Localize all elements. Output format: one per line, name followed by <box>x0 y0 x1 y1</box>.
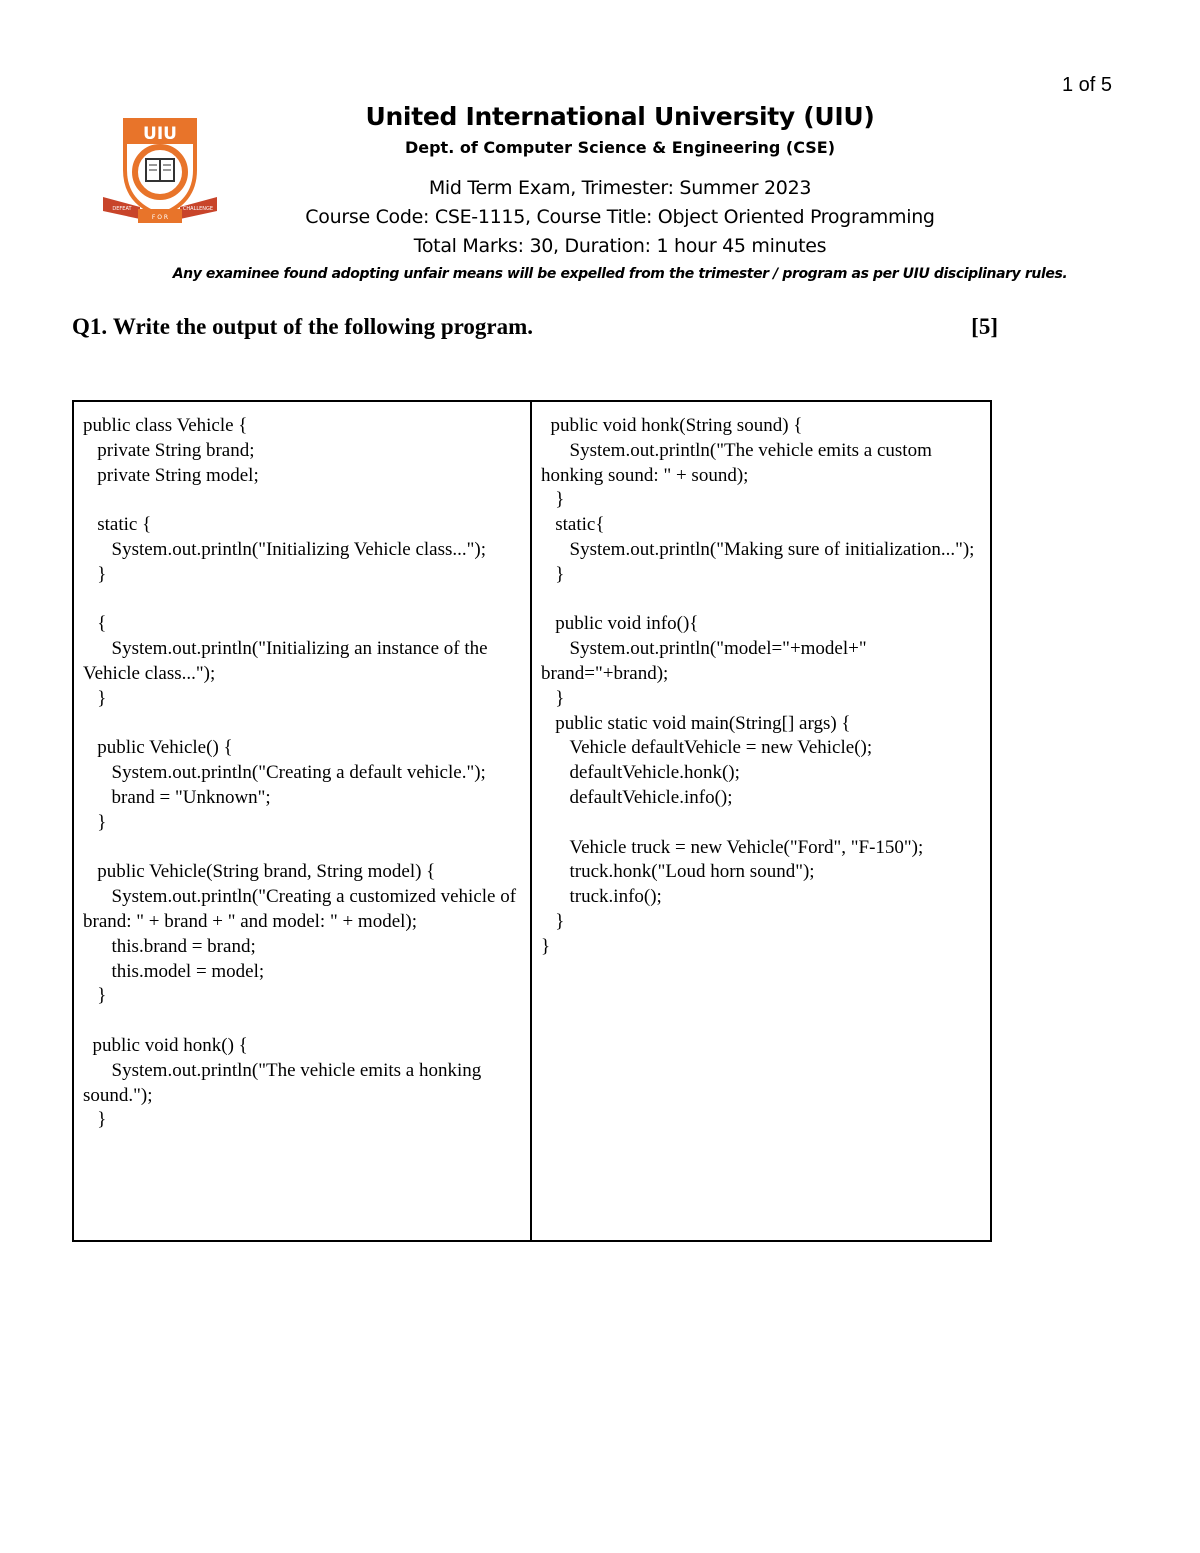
code-column-right <box>532 402 990 1240</box>
university-name: United International University (UIU) <box>365 102 875 131</box>
code-line: private String brand; <box>83 439 255 461</box>
code-line: System.out.println("Creating a customized vehicle of brand: " + brand + " and model: " + model); <box>83 886 521 932</box>
code-line <box>541 811 982 836</box>
code-line: public class Vehicle { <box>83 415 248 436</box>
code-line: } <box>83 563 107 585</box>
code-line: } <box>83 687 107 709</box>
code-line: } <box>541 910 565 932</box>
code-line: public void info(){ <box>541 613 699 635</box>
code-line: Vehicle defaultVehicle = new Vehicle(); <box>541 737 873 759</box>
code-line: static { <box>83 514 152 536</box>
code-line: defaultVehicle.honk(); <box>541 762 740 784</box>
code-line: { <box>83 613 107 635</box>
question-marks: [5] <box>971 314 998 339</box>
logo-ribbon-left: DEFEAT <box>112 206 132 212</box>
code-column-left <box>74 402 532 1240</box>
code-line: System.out.println("The vehicle emits a honking sound."); <box>83 1059 486 1106</box>
code-line: this.model = model; <box>83 960 265 982</box>
code-line: System.out.println("Initializing Vehicle class..."); <box>83 538 487 560</box>
course-info: Course Code: CSE-1115, Course Title: Object Oriented Programming <box>305 206 935 228</box>
code-line: this.brand = brand; <box>83 935 256 957</box>
code-line: } <box>83 985 107 1007</box>
code-line <box>83 836 522 861</box>
code-line: brand = "Unknown"; <box>83 786 271 808</box>
page-number: 1 of 5 <box>1061 74 1112 96</box>
question-number: Q1. <box>72 314 108 339</box>
code-line: } <box>541 563 565 585</box>
code-line: System.out.println("The vehicle emits a custom honking sound: " + sound); <box>541 439 937 486</box>
marks-duration: Total Marks: 30, Duration: 1 hour 45 minutes <box>413 235 827 257</box>
code-line: } <box>83 811 107 833</box>
logo-ribbon-right: CHALLENGE <box>182 206 214 212</box>
code-line <box>83 1009 522 1034</box>
code-line: truck.info(); <box>541 886 662 908</box>
code-line: public Vehicle() { <box>83 737 233 759</box>
code-line: } <box>541 687 565 709</box>
exam-header <box>140 100 1100 285</box>
code-line: truck.honk("Loud horn sound"); <box>541 861 815 883</box>
logo-uiu-text: UIU <box>143 124 177 144</box>
question-text: Write the output of the following program. <box>112 314 534 339</box>
code-line: Vehicle truck = new Vehicle("Ford", "F-150"); <box>541 836 924 858</box>
code-line: defaultVehicle.info(); <box>541 786 733 808</box>
code-line: System.out.println("Initializing an instance of the Vehicle class..."); <box>83 638 492 684</box>
code-line: } <box>541 489 565 511</box>
code-line <box>541 588 982 613</box>
code-line: System.out.println("model="+model+" brand="+brand); <box>541 638 872 684</box>
code-line: } <box>541 935 551 957</box>
department-name: Dept. of Computer Science & Engineering (CSE) <box>404 138 836 157</box>
code-line <box>83 712 522 737</box>
code-line: System.out.println("Making sure of initialization..."); <box>541 538 975 560</box>
code-line: public void honk(String sound) { <box>541 415 803 436</box>
code-line: public void honk() { <box>83 1034 248 1056</box>
code-line <box>83 488 522 513</box>
code-table <box>72 400 992 1242</box>
code-line: static{ <box>541 514 605 536</box>
code-line: } <box>83 1109 107 1131</box>
logo-ribbon-bottom: F O R <box>151 214 169 221</box>
code-line: private String model; <box>83 464 259 486</box>
code-line <box>83 588 522 613</box>
code-line: System.out.println("Creating a default vehicle."); <box>83 762 486 784</box>
exam-title: Mid Term Exam, Trimester: Summer 2023 <box>428 177 812 199</box>
code-line: public Vehicle(String brand, String model) { <box>83 861 436 883</box>
question-heading <box>72 314 998 340</box>
exam-warning: Any examinee found adopting unfair means will be expelled from the trimester / program as per UIU disciplinary rules. <box>172 266 1068 282</box>
code-line: public static void main(String[] args) { <box>541 712 851 734</box>
